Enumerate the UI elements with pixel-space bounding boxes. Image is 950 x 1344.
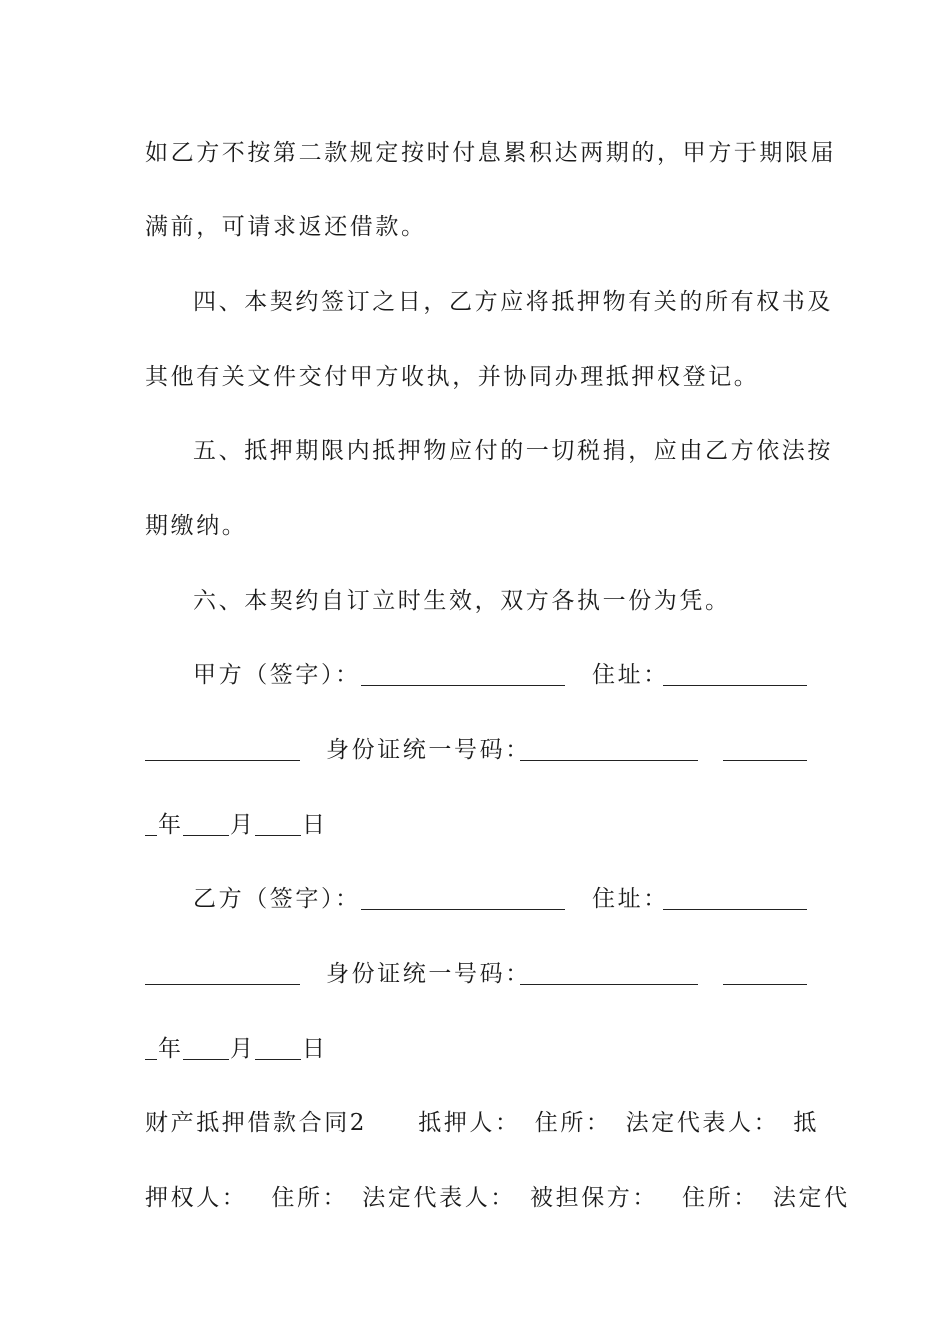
party-b-address-label: 住址：	[592, 886, 669, 912]
party-b-sign-blank[interactable]	[361, 887, 565, 910]
clause-4-line-1: 四、本契约签订之日，乙方应将抵押物有关的所有权书及	[193, 289, 833, 315]
party-a-id-label: 身份证统一号码：	[326, 737, 531, 763]
clause-4-line-2: 其他有关文件交付甲方收执，并协同办理抵押权登记。	[145, 364, 760, 390]
party-b-date-row	[145, 1034, 807, 1064]
party-a-sign-blank[interactable]	[361, 663, 565, 686]
party-a-sign-row	[145, 660, 807, 690]
party-a-day-blank[interactable]	[255, 813, 301, 836]
party-a-sign-label: 甲方（签字）：	[193, 662, 361, 688]
party-a-address-blank[interactable]	[663, 663, 807, 686]
party-a-month-blank[interactable]	[183, 813, 229, 836]
party-b-day-label: 日	[302, 1036, 328, 1062]
party-a-month-label: 月	[230, 812, 256, 838]
party-b-day-blank[interactable]	[255, 1037, 301, 1060]
party-a-address-blank-cont[interactable]	[145, 738, 300, 761]
clause-6-line-1: 六、本契约自订立时生效，双方各执一份为凭。	[193, 588, 731, 614]
party-a-day-label: 日	[302, 812, 328, 838]
party-b-year-blank-cont[interactable]	[145, 1037, 157, 1060]
party-b-sign-label: 乙方（签字）：	[193, 886, 361, 912]
party-b-id-label: 身份证统一号码：	[326, 961, 531, 987]
party-a-year-blank-cont[interactable]	[145, 813, 157, 836]
party-a-address-label: 住址：	[592, 662, 669, 688]
party-a-id-blank[interactable]	[520, 738, 698, 761]
party-b-month-label: 月	[230, 1036, 256, 1062]
party-b-sign-row	[145, 884, 807, 914]
party-a-date-row	[145, 810, 807, 840]
clause-5-line-1: 五、抵押期限内抵押物应付的一切税捐，应由乙方依法按	[193, 438, 833, 464]
party-b-year-blank[interactable]	[723, 962, 807, 985]
clause-3-line-1: 如乙方不按第二款规定按时付息累积达两期的，甲方于期限届	[145, 140, 837, 166]
party-a-year-label: 年	[158, 812, 184, 838]
party-b-address-blank[interactable]	[663, 887, 807, 910]
party-b-id-row	[145, 959, 807, 989]
party-a-id-row	[145, 735, 807, 765]
party-b-month-blank[interactable]	[183, 1037, 229, 1060]
party-b-year-label: 年	[158, 1036, 184, 1062]
contract-2-line-1: 财产抵押借款合同2 抵押人： 住所： 法定代表人： 抵	[145, 1110, 819, 1136]
clause-5-line-2: 期缴纳。	[145, 513, 248, 539]
party-b-id-blank[interactable]	[520, 962, 698, 985]
party-a-year-blank[interactable]	[723, 738, 807, 761]
party-b-address-blank-cont[interactable]	[145, 962, 300, 985]
contract-2-line-2: 押权人： 住所： 法定代表人： 被担保方： 住所： 法定代	[145, 1185, 850, 1211]
clause-3-line-2: 满前，可请求返还借款。	[145, 214, 427, 240]
